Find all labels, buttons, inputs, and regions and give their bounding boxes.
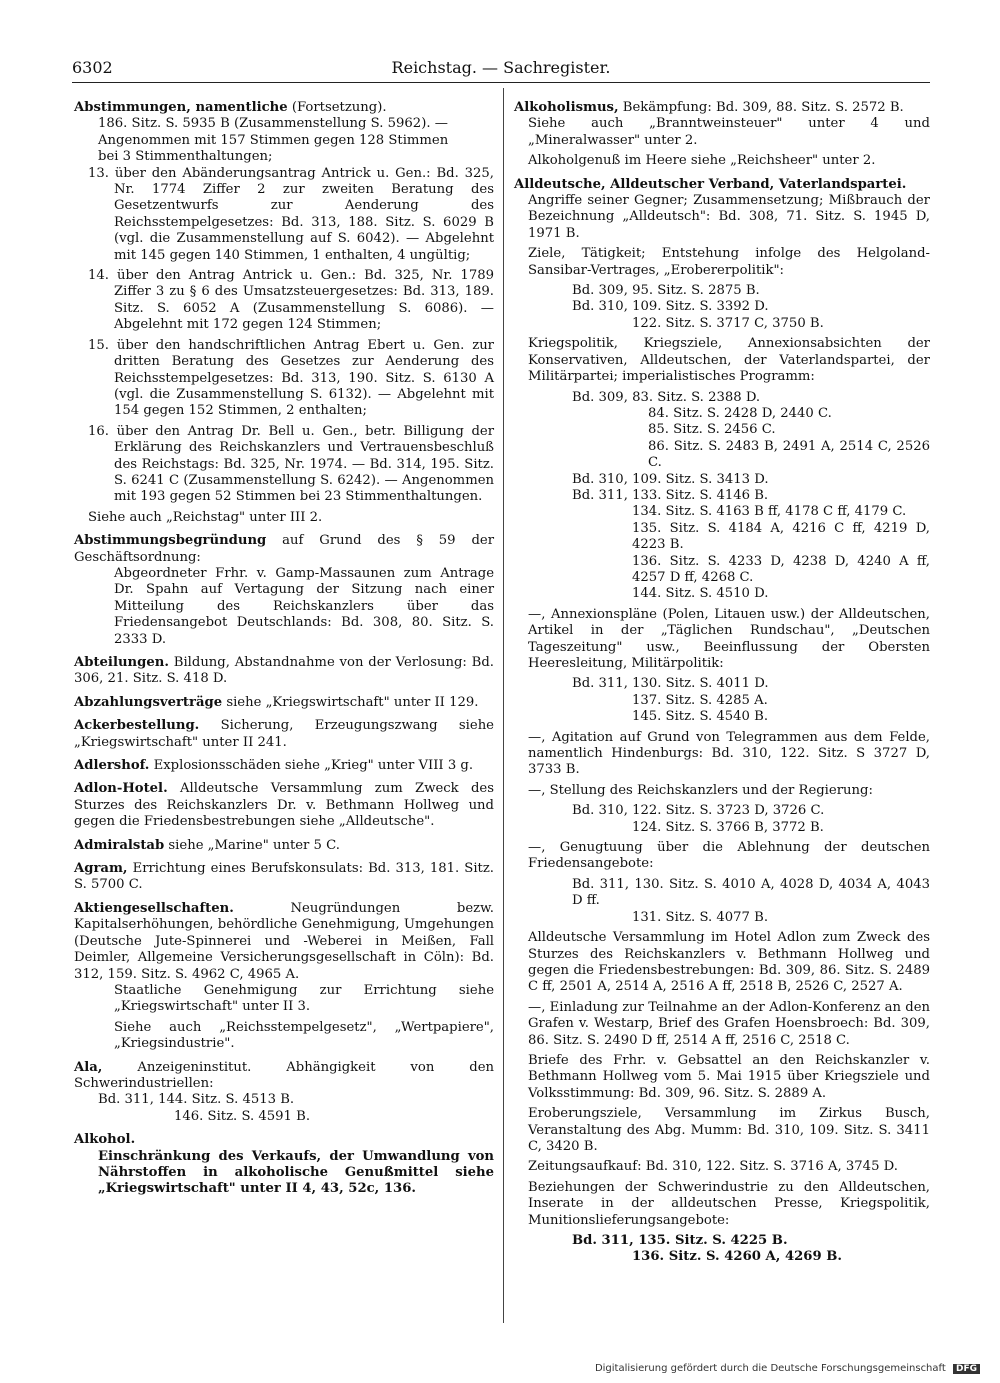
- entry-text: siehe „Marine" unter 5 C.: [168, 837, 340, 853]
- entry-sub: Eroberungsziele, Versammlung im Zirkus Busch, Veranstaltung des Abg. Mumm: Bd. 310, 109. Sitz. S. 3411 C, 3420 B.: [528, 1106, 930, 1154]
- entry-sub: —, Agitation auf Grund von Telegrammen aus dem Felde, namentlich Hindenburgs: Bd. 310, 122. Sitz. S 3727 D, 3733 B.: [528, 729, 930, 778]
- entry-sub: Einschränkung des Verkaufs, der Umwandlung von Nährstoffen in alkoholische Genußmittel siehe „Kriegswirtschaft" unter II 4, 43, 52c, 136.: [98, 1148, 494, 1197]
- entry-heading: Adlershof.: [74, 758, 150, 774]
- citation-line: Bd. 311, 135. Sitz. S. 4225 B.: [572, 1233, 788, 1248]
- digitization-footer: [595, 1363, 980, 1374]
- citation-line: Bd. 310, 109. Sitz. S. 3392 D.: [572, 299, 769, 315]
- vote-item-15: 15. über den handschriftlichen Antrag Ebert u. Gen. zur dritten Beratung des Gesetzes zur Aenderung des Reichsstempelgesetzes: Bd. 313, 190. Sitz. S. 6130 A (vgl. die Zusammenstellung S. 6132). — Abgelehnt mit 154 gegen 152 Stimmen, 2 enthalten;: [88, 337, 494, 419]
- entry-sub: Kriegspolitik, Kriegsziele, Annexionsabsichten der Konservativen, Alldeutschen, der Vaterlandspartei, der Militärpartei; imperialistisches Programm:: [528, 336, 930, 385]
- citation-line: 137. Sitz. S. 4285 A.: [632, 692, 768, 708]
- entry-sub: Siehe auch „Reichsstempelgesetz", „Wertpapiere", „Kriegsindustrie".: [114, 1019, 494, 1052]
- citation-line: Bd. 311, 133. Sitz. S. 4146 B.: [572, 487, 769, 503]
- page-header: [72, 58, 930, 83]
- citation-line: 122. Sitz. S. 3717 C, 3750 B.: [632, 315, 824, 331]
- entry-sub: —, Stellung des Reichskanzlers und der Regierung:: [528, 782, 873, 798]
- entry-alkohol: [74, 1132, 494, 1198]
- footer-text: Digitalisierung gefördert durch die Deutsche Forschungsgemeinschaft: [594, 1363, 946, 1374]
- citation-line: 84. Sitz. S. 2428 D, 2440 C.: [648, 405, 832, 421]
- citation-line: 85. Sitz. S. 2456 C.: [648, 422, 776, 438]
- entry-continuation: (Fortsetzung).: [291, 100, 387, 115]
- entry-text: siehe „Kriegswirtschaft" unter II 129.: [226, 694, 479, 710]
- entry-abzahlungsvertraege: [74, 695, 494, 711]
- entry-sub: Beziehungen der Schwerindustrie zu den Alldeutschen, Inserate in der alldeutschen Presse, Kriegspolitik, Munitionslieferungsangebote:: [528, 1179, 930, 1228]
- citation-line: Bd. 311, 130. Sitz. S. 4010 A, 4028 D, 4034 A, 4043 D ff.: [572, 876, 930, 909]
- entry-text: auf Grund des § 59 der Geschäftsordnung:: [74, 533, 494, 565]
- column-divider: [503, 88, 504, 1323]
- entry-sub: Angriffe seiner Gegner; Zusammensetzung; Mißbrauch der Bezeichnung „Alldeutsch": Bd. 308, 71. Sitz. S. 1945 D, 1971 B.: [528, 193, 930, 241]
- vote-item-14: 14. über den Antrag Antrick u. Gen.: Bd. 325, Nr. 1789 Ziffer 3 zu § 6 des Umsatzsteuergesetzes: Bd. 313, 189. Sitz. S. 6052 A (Zusammenstellung S. 6086). — Abgelehnt mit 172 gegen 124 Stimmen;: [88, 268, 494, 333]
- see-also: Siehe auch „Reichstag" unter III 2.: [88, 509, 323, 525]
- entry-sub: Abgeordneter Frhr. v. Gamp-Massaunen zum Antrage Dr. Spahn auf Vertagung der Sitzung nach einer Mitteilung des Reichskanzlers über das Friedensangebot Deutschlands: Bd. 308, 80. Sitz. S. 2333 D.: [114, 565, 494, 647]
- entry-heading: Agram,: [74, 861, 128, 877]
- entry-sub: —, Annexionspläne (Polen, Litauen usw.) der Alldeutschen, Artikel in der „Täglichen Rundschau", „Deutschen Tageszeitung" usw., Beeinflussung der Obersten Heeresleitung, Militärpolitik:: [528, 606, 930, 671]
- entry-abteilungen: [74, 655, 494, 688]
- citation-line: 134. Sitz. S. 4163 B ff, 4178 C ff, 4179 C.: [632, 504, 907, 520]
- entry-sub: Alldeutsche Versammlung im Hotel Adlon zum Zweck des Sturzes des Reichskanzlers v. Bethmann Hollweg und gegen die Friedensbestrebungen: Bd. 309, 86. Sitz. S. 2489 C ff, 2501 A, 2514 A, 2516 A ff, 2518 B, 2526 C, 2527 A.: [528, 930, 930, 995]
- entry-sub: Zeitungsaufkauf: Bd. 310, 122. Sitz. S. 3716 A, 3745 D.: [528, 1159, 898, 1175]
- entry-sub: —, Einladung zur Teilnahme an der Adlon-Konferenz an den Grafen v. Westarp, Brief des Grafen Hoensbroech: Bd. 309, 86. Sitz. S. 2490 D ff, 2514 A ff, 2516 C, 2518 C.: [528, 999, 930, 1048]
- entry-heading: Alkoholismus,: [514, 100, 619, 115]
- entry-line: Angenommen mit 157 Stimmen gegen 128 Stimmen: [98, 132, 449, 148]
- left-column: [74, 100, 494, 1205]
- page-number: 6302: [72, 58, 113, 77]
- entry-line: bei 3 Stimmenthaltungen;: [98, 149, 273, 165]
- entry-sub: Alkoholgenuß im Heere siehe „Reichsheer" unter 2.: [528, 153, 876, 169]
- citation-line: Bd. 310, 109. Sitz. S. 3413 D.: [572, 471, 769, 487]
- citation-line: Bd. 311, 130. Sitz. S. 4011 D.: [572, 676, 769, 692]
- entry-heading: Ackerbestellung.: [74, 718, 200, 734]
- entry-agram: [74, 861, 494, 894]
- entry-sub: Ziele, Tätigkeit; Entstehung infolge des Helgoland-Sansibar-Vertrages, „Erobererpolitik":: [528, 246, 930, 278]
- entry-sub: Briefe des Frhr. v. Gebsattel an den Reichskanzler v. Bethmann Hollweg vom 5. Mai 1915 über Kriegsziele und Volksstimmung: Bd. 309, 96. Sitz. S. 2889 A.: [528, 1052, 930, 1101]
- entry-text: Explosionsschäden siehe „Krieg" unter VIII 3 g.: [153, 758, 474, 774]
- citation-line: Bd. 310, 122. Sitz. S. 3723 D, 3726 C.: [572, 803, 825, 819]
- entry-text: Anzeigeninstitut. Abhängigkeit von den Schwerindustriellen:: [74, 1059, 494, 1091]
- entry-text: Alldeutsche Versammlung zum Zweck des Sturzes des Reichskanzlers Dr. v. Bethmann Hollweg und gegen die Friedensbestrebungen siehe „Alldeutsche".: [74, 781, 495, 830]
- entry-text: Neugründungen bezw. Kapitalserhöhungen, behördliche Genehmigung, Umgehungen (Deutsche Jute-Spinnerei und -Weberei in Meißen, Fall Deimler, Allgemeine Versicherungsgesellschaft in Cöln): Bd. 312, 159. Sitz. S. 4962 C, 4965 A.: [74, 900, 494, 982]
- entry-heading: Abstimmungen, namentliche: [74, 100, 288, 115]
- entry-ala: [74, 1060, 494, 1126]
- entry-abstimmungen: [74, 100, 494, 526]
- entry-heading: Aktiengesellschaften.: [74, 900, 234, 916]
- entry-line: 186. Sitz. S. 5935 B (Zusammenstellung S. 5962). —: [98, 116, 448, 132]
- entry-sub: —, Genugtuung über die Ablehnung der deutschen Friedensangebote:: [528, 840, 930, 872]
- entry-heading: Abteilungen.: [74, 655, 169, 670]
- entry-text: Bildung, Abstandnahme von der Verlosung: Bd. 306, 21. Sitz. S. 418 D.: [74, 655, 494, 687]
- entry-adlershof: [74, 758, 494, 774]
- entry-heading: Ala,: [74, 1059, 103, 1075]
- entry-admiralstab: [74, 838, 494, 854]
- entry-heading: Admiralstab: [74, 837, 165, 853]
- dfg-logo: DFG: [953, 1364, 980, 1374]
- citation-line: 124. Sitz. S. 3766 B, 3772 B.: [632, 819, 824, 835]
- entry-adlon-hotel: [74, 781, 494, 830]
- citation-line: Bd. 309, 95. Sitz. S. 2875 B.: [572, 283, 760, 299]
- entry-heading: Abzahlungsverträge: [74, 694, 223, 710]
- citation-line: 135. Sitz. S. 4184 A, 4216 C ff, 4219 D, 4223 B.: [632, 520, 930, 553]
- vote-item-13: 13. über den Abänderungsantrag Antrick u. Gen.: Bd. 325, Nr. 1774 Ziffer 2 zur zweiten Beratung des Gesetzentwurfs zur Aenderung des Reichsstempelgesetzes: Bd. 313, 188. Sitz. S. 6029 B (vgl. die Zusammenstellung auf S. 6042). — Abgelehnt mit 145 gegen 140 Stimmen, 1 enthalten, 4 ungültig;: [88, 165, 494, 263]
- citation-line: 86. Sitz. S. 2483 B, 2491 A, 2514 C, 2526 C.: [648, 438, 930, 471]
- entry-heading: Alkohol.: [74, 1132, 136, 1148]
- entry-text: Bekämpfung: Bd. 309, 88. Sitz. S. 2572 B.: [622, 100, 904, 115]
- entry-abstimmungsbegruendung: [74, 533, 494, 648]
- entry-ackerbestellung: [74, 718, 494, 751]
- entry-heading: Abstimmungsbegründung: [74, 533, 267, 549]
- entry-sub: Staatliche Genehmigung zur Errichtung siehe „Kriegswirtschaft" unter II 3.: [114, 982, 494, 1015]
- entry-text: Sicherung, Erzeugungszwang siehe „Kriegswirtschaft" unter II 241.: [74, 718, 494, 750]
- entry-sub: Siehe auch „Branntweinsteuer" unter 4 und „Mineralwasser" unter 2.: [528, 116, 930, 148]
- citation-line: 136. Sitz. S. 4260 A, 4269 B.: [632, 1249, 842, 1265]
- citation-line: 144. Sitz. S. 4510 D.: [632, 586, 769, 602]
- citation-line: 145. Sitz. S. 4540 B.: [632, 709, 769, 725]
- citation-line: 136. Sitz. S. 4233 D, 4238 D, 4240 A ff, 4257 D ff, 4268 C.: [632, 553, 930, 585]
- citation-line: 131. Sitz. S. 4077 B.: [632, 909, 769, 925]
- entry-alldeutsche: [514, 177, 930, 1266]
- running-title: Reichstag. — Sachregister.: [391, 58, 611, 77]
- entry-text: Errichtung eines Berufskonsulats: Bd. 313, 181. Sitz. S. 5700 C.: [74, 861, 494, 893]
- vote-item-16: 16. über den Antrag Dr. Bell u. Gen., betr. Billigung der Erklärung des Reichskanzlers und Vertrauensbeschluß des Reichstags: Bd. 325, Nr. 1974. — Bd. 314, 195. Sitz. S. 6241 C (Zusammenstellung S. 6242). — Angenommen mit 193 gegen 52 Stimmen bei 23 Stimmenthaltungen.: [88, 423, 494, 505]
- entry-line: Bd. 311, 144. Sitz. S. 4513 B.: [98, 1092, 295, 1108]
- entry-line: 146. Sitz. S. 4591 B.: [174, 1108, 311, 1124]
- citation-line: Bd. 309, 83. Sitz. S. 2388 D.: [572, 389, 761, 405]
- entry-alkoholismus: [514, 100, 930, 170]
- entry-aktiengesellschaften: [74, 901, 494, 1053]
- entry-heading: Adlon-Hotel.: [74, 781, 168, 797]
- entry-heading: Alldeutsche, Alldeutscher Verband, Vaterlandspartei.: [514, 176, 907, 192]
- right-column: [514, 100, 930, 1273]
